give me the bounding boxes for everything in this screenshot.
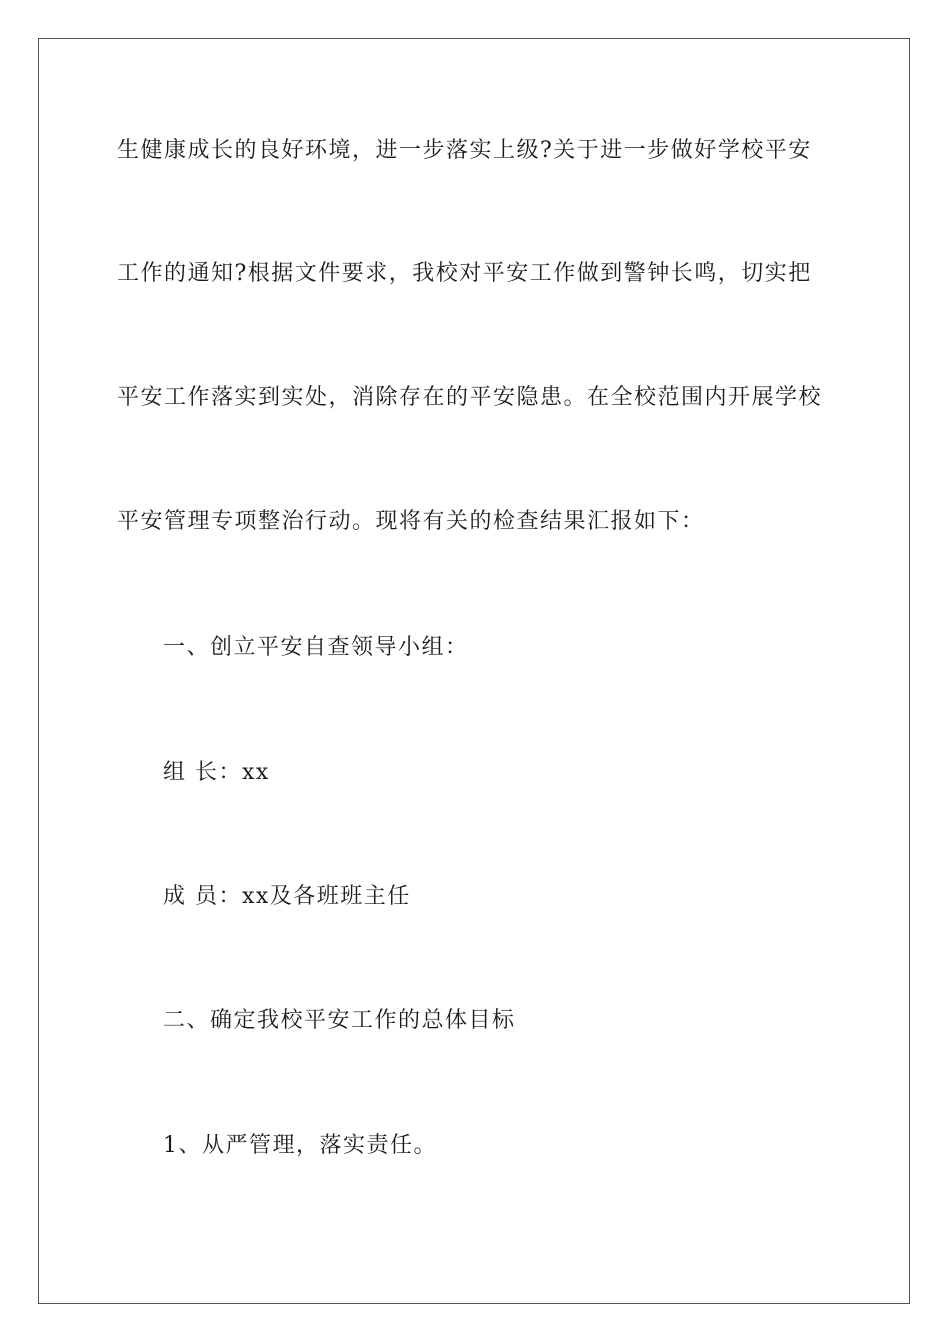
page-border — [38, 38, 910, 1304]
paragraph-line-2: 工作的通知?根据文件要求，我校对平安工作做到警钟长鸣，切实把 — [117, 261, 812, 286]
members-line: 成 员：xx及各班班主任 — [163, 884, 411, 909]
paragraph-line-3: 平安工作落实到实处，消除存在的平安隐患。在全校范围内开展学校 — [117, 385, 823, 410]
leader-line: 组 长：xx — [163, 760, 270, 785]
paragraph-line-4: 平安管理专项整治行动。现将有关的检查结果汇报如下： — [117, 509, 705, 534]
paragraph-line-1: 生健康成长的良好环境，进一步落实上级?关于进一步做好学校平安 — [117, 138, 812, 163]
item-1-line: 1、从严管理，落实责任。 — [163, 1133, 437, 1158]
section-1-heading: 一、创立平安自查领导小组： — [163, 635, 469, 660]
section-2-heading: 二、确定我校平安工作的总体目标 — [163, 1008, 516, 1033]
